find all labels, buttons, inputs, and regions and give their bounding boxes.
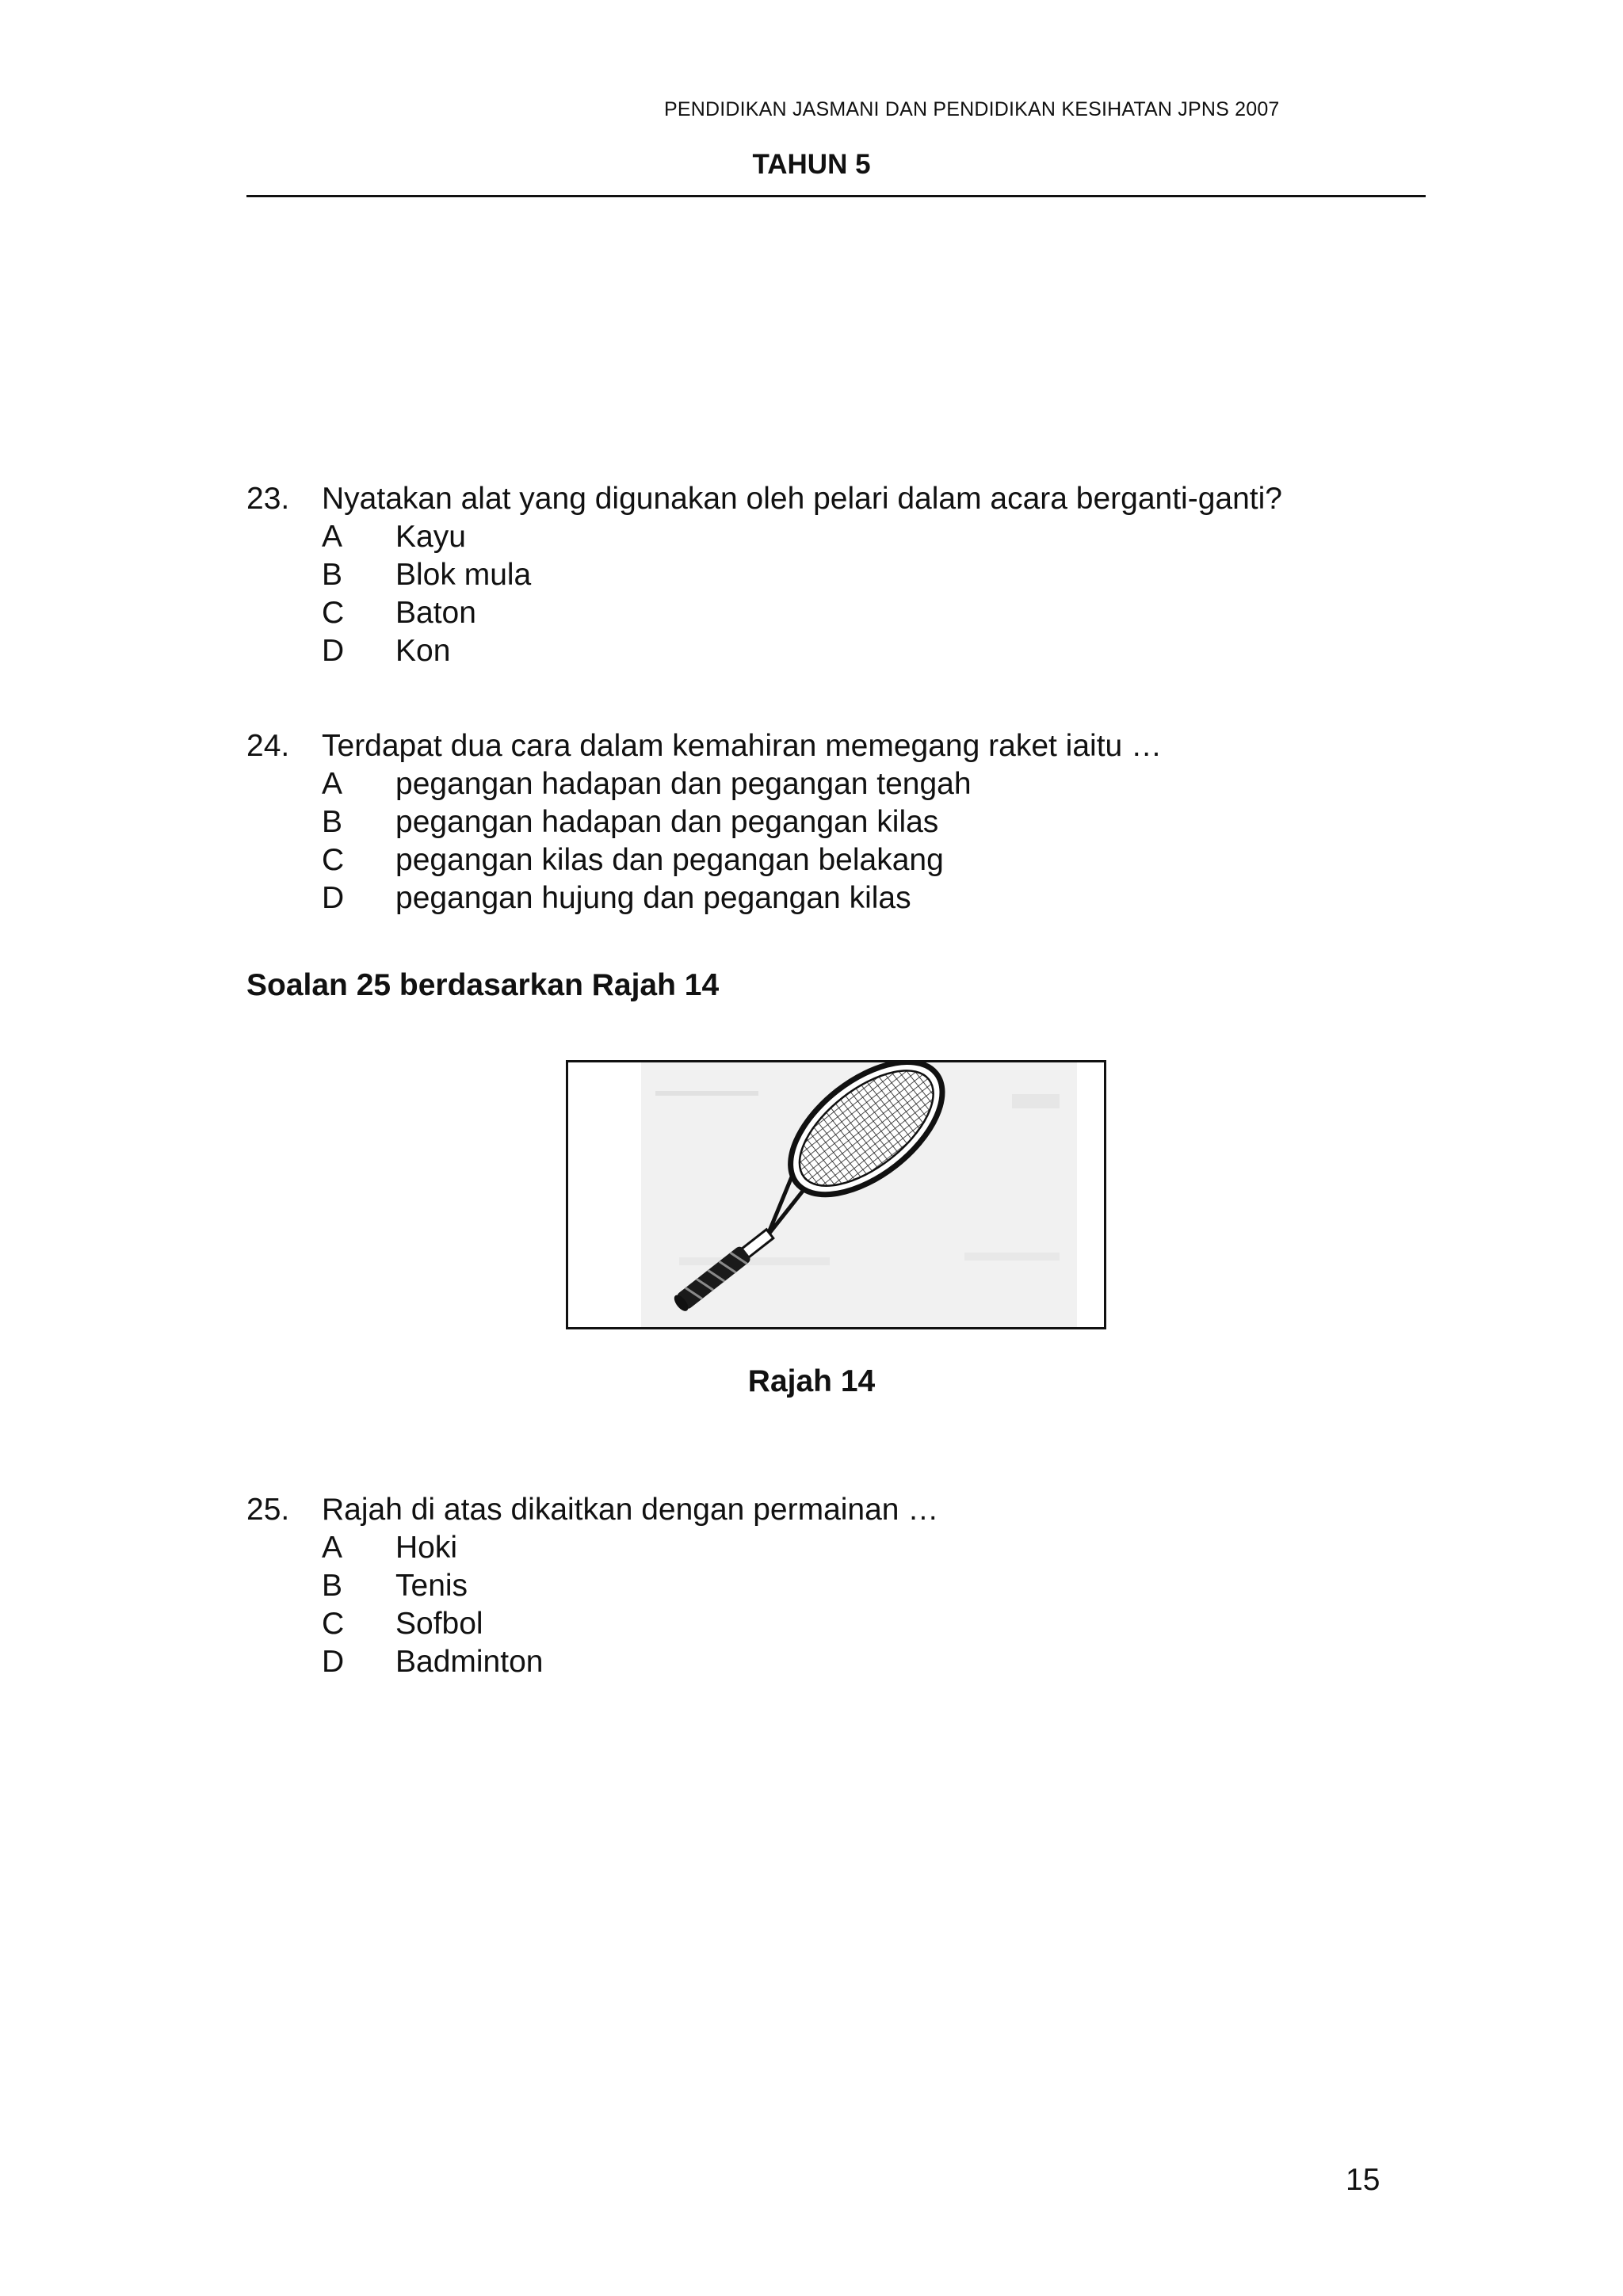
option-text: Hoki xyxy=(395,1531,458,1565)
option-text: pegangan hujung dan pegangan kilas xyxy=(395,881,911,915)
figure-frame xyxy=(566,1060,1106,1329)
section-heading: Soalan 25 berdasarkan Rajah 14 xyxy=(246,968,720,1002)
question-number: 25. xyxy=(246,1493,290,1527)
option-letter: B xyxy=(322,805,343,839)
question-number: 23. xyxy=(246,482,290,516)
option-text: Kayu xyxy=(395,520,466,554)
option-text: pegangan hadapan dan pegangan kilas xyxy=(395,805,939,839)
option-text: pegangan hadapan dan pegangan tengah xyxy=(395,767,972,801)
option-letter: D xyxy=(322,634,345,668)
tennis-racket-icon xyxy=(568,1062,1104,1327)
option-letter: B xyxy=(322,558,343,592)
document-header-title: PENDIDIKAN JASMANI DAN PENDIDIKAN KESIHATAN JPNS 2007 xyxy=(664,98,1280,120)
option-letter: C xyxy=(322,843,345,877)
option-letter: C xyxy=(322,1607,345,1641)
document-header-year: TAHUN 5 xyxy=(752,149,871,180)
header-divider xyxy=(246,195,1426,197)
option-text: Blok mula xyxy=(395,558,532,592)
option-text: Badminton xyxy=(395,1645,544,1679)
option-text: Kon xyxy=(395,634,451,668)
option-text: Baton xyxy=(395,596,476,630)
option-text: pegangan kilas dan pegangan belakang xyxy=(395,843,944,877)
option-text: Tenis xyxy=(395,1569,468,1603)
option-letter: D xyxy=(322,1645,345,1679)
option-letter: C xyxy=(322,596,345,630)
question-text: Rajah di atas dikaitkan dengan permainan … xyxy=(322,1493,939,1527)
option-text: Sofbol xyxy=(395,1607,483,1641)
question-text: Nyatakan alat yang digunakan oleh pelari dalam acara berganti-ganti? xyxy=(322,482,1282,516)
figure-caption: Rajah 14 xyxy=(747,1364,876,1398)
option-letter: A xyxy=(322,1531,343,1565)
page-number: 15 xyxy=(1346,2163,1381,2197)
question-text: Terdapat dua cara dalam kemahiran memegang raket iaitu … xyxy=(322,729,1163,763)
question-number: 24. xyxy=(246,729,290,763)
option-letter: A xyxy=(322,520,343,554)
option-letter: B xyxy=(322,1569,343,1603)
option-letter: D xyxy=(322,881,345,915)
option-letter: A xyxy=(322,767,343,801)
